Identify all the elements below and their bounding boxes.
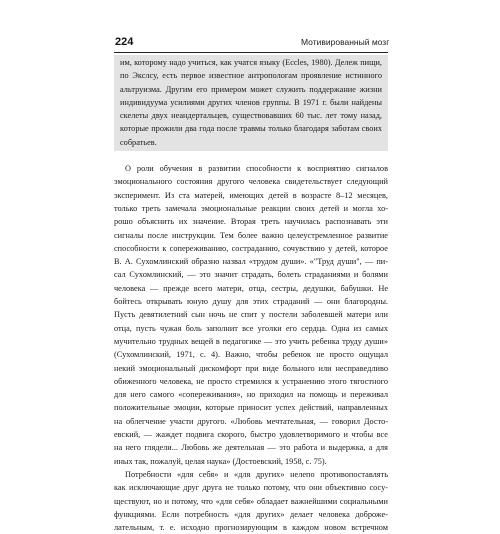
paragraph-line: В. А. Сухомлинский образно назвал «трудом души». «"Труд души", — пи- <box>114 257 388 267</box>
paragraph-line: человека — прежде всего матери, отца, сестры, дедушки, бабушки. Не <box>114 283 388 293</box>
box-text-line: им, которому надо учиться, как учатся языку (Eccles, 1980). Дележ пищи, <box>120 58 382 67</box>
paragraph-line: евский, — жаждет подвига скорого, быстро удовлетворимого и чтобы все <box>114 430 388 440</box>
box-text-line: альтруизма. Другим его примером может служить поддержание жизни <box>120 84 382 94</box>
paragraph-line: как исключающие друг друга не только потому, что они объективно сосу- <box>114 483 388 493</box>
paragraph-line: ществуют, но и потому, что «для себя» обладает важнейшими социальными <box>114 496 388 506</box>
paragraph-line: (Сухомлинский, 1971, с. 4). Важно, чтобы ребенок не просто ощущал <box>114 350 388 360</box>
paragraph-line: рошо объяснить их значение. Вторая треть научилась распознавать эти <box>114 217 388 227</box>
paragraph-line: некий эмоциональный дискомфорт при виде больного или несправедливо <box>114 363 388 373</box>
paragraph-line: только треть замечала эмоциональные реакции своих детей и могла хо- <box>114 203 388 213</box>
running-title: Мотивированный мозг <box>301 37 390 47</box>
box-text-line: собратьев. <box>120 137 157 147</box>
header-rule <box>114 52 388 53</box>
box-text-line: скелеты двух неандертальцев, существовавших 60 тыс. лет тому назад, <box>120 111 382 121</box>
paragraph-line: мучительно трудных вещей в педагогике — это учить ребенка труду души» <box>114 336 388 346</box>
paragraph-line: О роли обучения в развитии способности к восприятию сигналов <box>125 164 388 174</box>
page-body <box>114 55 388 534</box>
paragraph-line: сигналы после инструкции. Тем более важно целеустремленное развитие <box>114 230 388 240</box>
paragraph-line: обиженного человека, не просто стремился к устранению этого тягостного <box>114 376 388 386</box>
paragraph-line: бойтесь открывать юную душу для этих страданий — они благородны. <box>114 297 388 307</box>
paragraph-line: лательным, т. е. исходно прогнозирующим в каждом новом встречном <box>114 523 388 533</box>
box-text-line: по Экслсу, есть первое известное антропологам проявление истинного <box>120 71 382 81</box>
paragraph-line: положительные эмоции, которые приносит успех действий, направленных <box>114 403 388 413</box>
paragraph-line: эмоционального состояния другого человека свидетельствует следующий <box>114 177 388 187</box>
paragraph-line: на облегчение участи другого. «Любовь мечтательная, — говорил Досто- <box>114 416 388 426</box>
paragraph-line: функциями. Если потребность «для других» делает человека доброже- <box>114 509 388 519</box>
box-text-line: которые прожили два года после травмы только благодаря заботам своих <box>120 124 382 134</box>
paragraph-line: иных так, пожалуй, целая наука» (Достоевский, 1958, с. 75). <box>114 456 327 466</box>
paragraph-line: сал Сухомлинский, — это значит страдать, болеть страданиями и болями <box>114 270 388 280</box>
paragraph-1 <box>114 162 388 468</box>
box-text-line: индивидуума усилиями других членов группы. В 1971 г. были найдены <box>120 97 382 107</box>
shaded-sidebar-box <box>114 55 388 151</box>
paragraph-line: Пусть девятилетний сын ночь не спит у постели заболевшей матери или <box>114 310 388 320</box>
paragraph-line: Потребности «для себя» и «для других» нелепо противопоставлять <box>125 469 388 479</box>
paragraph-line: способности к сопереживанию, состраданию, сочувствию у детей, которое <box>114 243 388 253</box>
paragraph-line: на него глядели... Любовь же деятельная — это работа и выдержка, а для <box>114 443 388 453</box>
paragraph-2 <box>114 468 388 534</box>
paragraph-line: для него самого «сопереживания», но приходил на помощь и переживал <box>114 390 388 400</box>
paragraph-line: отца, пусть чужая боль заполнит все уголки его сердца. Одна из самых <box>114 323 388 333</box>
page-number: 224 <box>115 36 134 48</box>
paragraph-line: эксперимент. Из ста матерей, имеющих детей в возрасте 8–12 месяцев, <box>114 190 388 200</box>
